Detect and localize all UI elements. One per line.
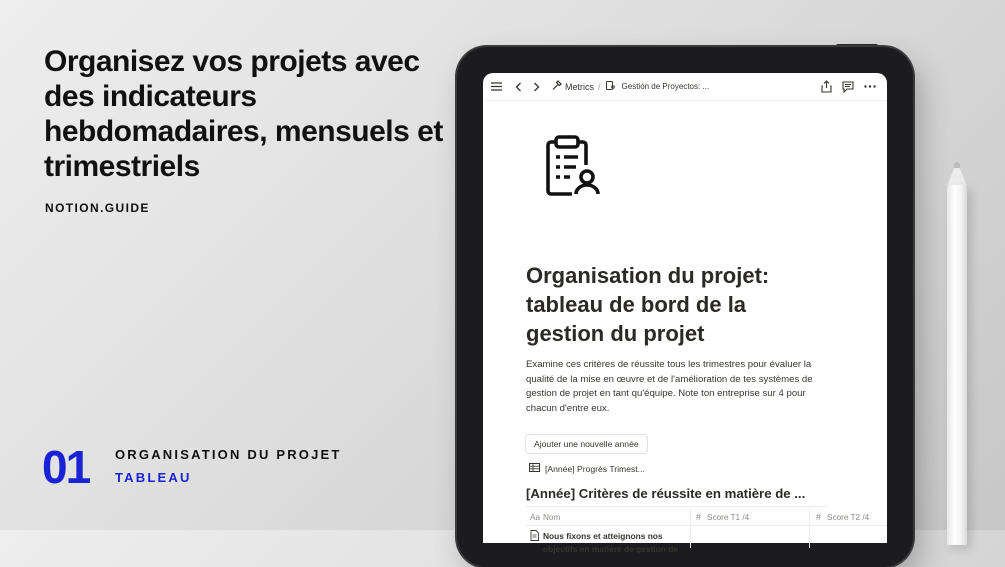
notion-page — [483, 101, 887, 554]
breadcrumb-label: Gestión de Proyectos: ... — [621, 82, 710, 91]
column-label: Score T2 /4 — [827, 512, 870, 522]
apple-pencil-nib — [954, 162, 960, 168]
page-icon — [530, 530, 539, 556]
page-description[interactable]: Examine ces critères de réussite tous les trimestres pour évaluer la qualité de la mise en œuvre et de l'amélioration de tes systèmes de gestion de projet en tant qu'équipe. Note ton entreprise sur 4 pour chacun d'entre eux. — [526, 359, 813, 414]
clipboard-user-icon — [605, 80, 616, 93]
brand-label: NOTION.GUIDE — [45, 201, 150, 215]
apple-pencil — [947, 185, 967, 545]
database-title[interactable]: [Année] Critères de réussite en matière de ... — [526, 486, 806, 501]
forward-arrow-icon[interactable] — [529, 80, 543, 94]
hammer-icon — [551, 80, 562, 93]
number-property-icon: # — [816, 512, 822, 522]
clipboard-user-icon[interactable] — [537, 133, 601, 197]
more-icon[interactable] — [863, 80, 877, 94]
section-title: ORGANISATION DU PROJET — [115, 447, 342, 462]
breadcrumb-separator: / — [598, 81, 601, 92]
section-subtitle: TABLEAU — [115, 470, 192, 485]
notion-topbar — [483, 73, 887, 101]
table-icon — [529, 463, 540, 474]
breadcrumb-item-metrics[interactable] — [551, 80, 594, 93]
ipad-screen — [483, 73, 887, 554]
add-year-button[interactable]: Ajouter une nouvelle année — [525, 434, 648, 454]
row-name-label: Nous fixons et atteignons nos objectifs en matière de gestion de — [543, 531, 678, 554]
column-label: Nom — [543, 512, 561, 522]
column-divider — [809, 508, 810, 548]
column-label: Score T1 /4 — [707, 512, 750, 522]
back-arrow-icon[interactable] — [511, 80, 525, 94]
breadcrumb-label: Metrics — [565, 81, 594, 92]
table-row[interactable] — [530, 530, 690, 556]
share-icon[interactable] — [819, 80, 833, 94]
text-property-icon: Aa — [530, 512, 541, 522]
menu-icon[interactable] — [489, 80, 503, 94]
column-header-score-t1[interactable] — [696, 508, 749, 526]
page-title[interactable]: Organisation du projet: tableau de bord de la gestion du projet — [526, 263, 770, 346]
column-header-score-t2[interactable] — [816, 508, 869, 526]
breadcrumb-item-project[interactable] — [605, 80, 710, 93]
column-header-name[interactable] — [530, 508, 560, 526]
comment-icon[interactable] — [841, 80, 855, 94]
promo-headline: Organisez vos projets avec des indicateurs hebdomadaires, mensuels et trimestriels — [44, 45, 443, 183]
linked-view-item[interactable] — [529, 463, 645, 474]
linked-view-label: [Année] Progrès Trimest... — [545, 463, 645, 474]
table-header — [526, 508, 887, 526]
column-divider — [690, 508, 691, 548]
divider — [526, 506, 828, 507]
section-number: 01 — [42, 441, 90, 493]
number-property-icon: # — [696, 512, 702, 522]
